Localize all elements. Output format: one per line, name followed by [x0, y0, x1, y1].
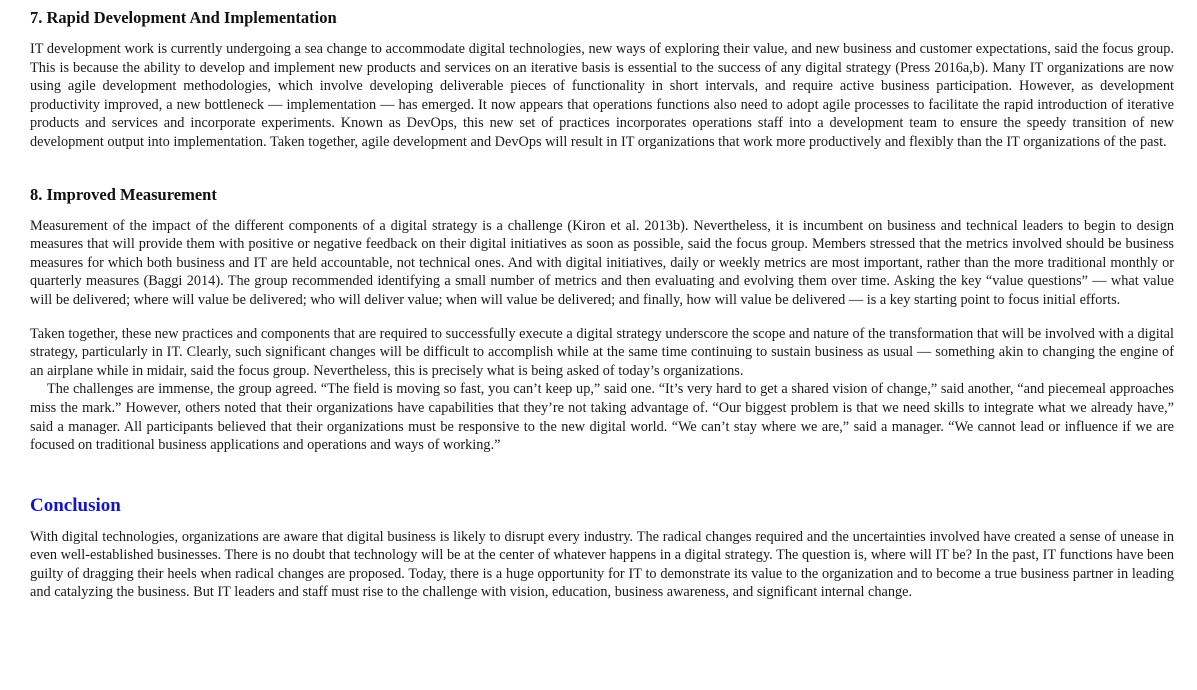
- conclusion-heading: Conclusion: [30, 494, 121, 516]
- document-page: [30, 8, 1174, 602]
- section-7-heading: 7. Rapid Development And Implementation: [30, 8, 337, 27]
- section-8-heading: 8. Improved Measurement: [30, 184, 217, 204]
- section-7-paragraph: IT development work is currently undergoing a sea change to accommodate digital technologies, new ways of exploring their value, and new business and customer expectations, said the focus group. This is because the ability to develop and implement new products and services on an iterative basis is essential to the success of any digital strategy (Press 2016a,b). Many IT organizations are now using agile development methodologies, which involve developing deliverable pieces of functionality in short intervals, and require active business participation. However, as development productivity improved, a new bottleneck — implementation — has emerged. It now appears that operations functions also need to adopt agile processes to facilitate the rapid introduction of iterative products and services and incorporate experiments. Known as DevOps, this new set of practices incorporates operations staff into a development team to ensure the speedy transition of new development output into implementation. Taken together, agile development and DevOps will result in IT organizations that work more productively and flexibly than the IT organizations of the past.: [30, 41, 1174, 150]
- conclusion-paragraph: With digital technologies, organizations are aware that digital business is likely to disrupt every industry. The radical changes required and the uncertainties involved have created a sense of unease in even well-established businesses. There is no doubt that technology will be at the center of whatever happens in a digital strategy. The question is, where will IT be? In the past, IT functions have been guilty of dragging their heels when radical changes are proposed. Today, there is a huge opportunity for IT to demonstrate its value to the organization and to become a true business partner in leading and catalyzing the business. But IT leaders and staff must rise to the challenge with vision, education, business awareness, and significant internal change.: [30, 528, 1174, 601]
- section-8-paragraph: Measurement of the impact of the different components of a digital strategy is a challenge (Kiron et al. 2013b). Nevertheless, it is incumbent on business and technical leaders to begin to design measures that will provide them with positive or negative feedback on their digital initiatives as soon as possible, said the focus group. Members stressed that the metrics involved should be business measures for which both business and IT are held accountable, not technical ones. And with digital initiatives, daily or weekly metrics are most important, rather than the more traditional monthly or quarterly measures (Baggi 2014). The group recommended identifying a small number of metrics and then evaluating and evolving them over time. Asking the key “value questions” — what value will be delivered; where will value be delivered; who will deliver value; when will value be delivered; and finally, how will value be delivered — is a key starting point to focus initial efforts.: [30, 217, 1174, 308]
- challenges-paragraph: The challenges are immense, the group agreed. “The field is moving so fast, you can’t keep up,” said one. “It’s very hard to get a shared vision of change,” said another, “and piecemeal approaches miss the mark.” However, others noted that their organizations have capabilities that they’re not taking advantage of. “Our biggest problem is that we need skills to integrate what we already have,” said a manager. All participants believed that their organizations must be responsive to the new digital world. “We can’t stay where we are,” said a manager. “We cannot lead or influence if we are focused on traditional business applications and operations and ways of working.”: [30, 381, 1174, 454]
- summary-paragraph: Taken together, these new practices and components that are required to successfully execute a digital strategy underscore the scope and nature of the transformation that will be involved with a digital strategy, particularly in IT. Clearly, such significant changes will be difficult to accomplish while at the same time continuing to sustain business as usual — something akin to changing the engine of an airplane while in midair, said the focus group. Nevertheless, this is precisely what is being asked of today’s organizations.: [30, 325, 1174, 379]
